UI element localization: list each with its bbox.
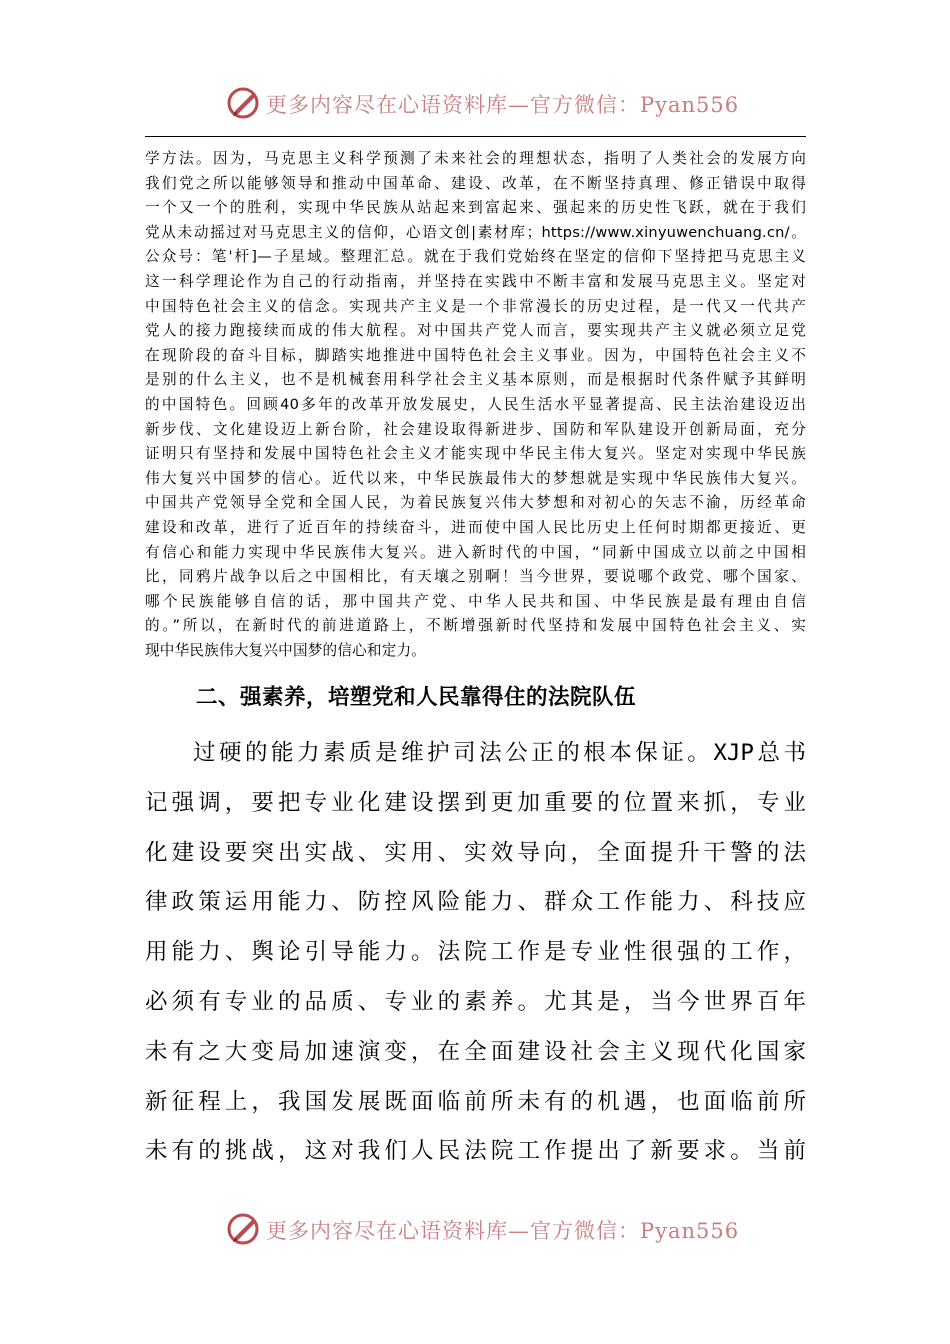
text-line: 的中国特色。回顾40多年的改革开放发展史，人民生活水平显著提高、民主法治建设迈出 [145,395,806,413]
text-line: 在现阶段的奋斗目标，脚踏实地推进中国特色社会主义事业。因为，中国特色社会主义不 [145,346,806,364]
header-banner [0,84,950,124]
text-line: 的。”所以，在新时代的前进道路上，不断增强新时代坚持和发展中国特色社会主义、实 [145,617,806,635]
header-divider [145,136,806,137]
text-line: 过硬的能力素质是维护司法公正的根本保证。XJP总书 [193,740,806,766]
text-line: 我们党之所以能够领导和推动中国革命、建设、改革，在不断坚持真理、修正错误中取得 [145,174,806,192]
text-line: 公众号：笔'杆]—子星域。整理汇总。就在于我们党始终在坚定的信仰下坚持把马克思主义 [145,248,806,266]
text-line: 哪个民族能够自信的话，那中国共产党、中华人民共和国、中华民族是最有理由自信 [145,592,806,610]
text-line: 中国共产党领导全党和全国人民，为着民族复兴伟大梦想和对初心的矢志不渝，历经革命 [145,494,806,512]
text-line: 必须有专业的品质、专业的素养。尤其是，当今世界百年 [145,988,806,1015]
pen-circle-logo-icon [226,1210,262,1246]
footer-banner [0,1210,950,1250]
text-line: 中国特色社会主义的信念。实现共产主义是一个非常漫长的历史过程，是一代又一代共产 [145,297,806,315]
text-line: 化建设要突出实战、实用、实效导向，全面提升干警的法 [145,839,806,866]
text-line: 是别的什么主义，也不是机械套用科学社会主义基本原则，而是根据时代条件赋予其鲜明 [145,371,806,389]
section-heading: 二、强素养，培塑党和人民靠得住的法院队伍 [196,685,637,710]
text-line: 一个又一个的胜利，实现中华民族从站起来到富起来、强起来的历史性飞跃，就在于我们 [145,199,806,217]
text-line: 现中华民族伟大复兴中国梦的信心和定力。 [145,641,427,659]
text-line: 律政策运用能力、防控风险能力、群众工作能力、科技应 [145,889,806,916]
text-line: 记强调，要把专业化建设摆到更加重要的位置来抓，专业 [145,789,806,816]
text-line: 比，同鸦片战争以后之中国相比，有天壤之别啊！当今世界，要说哪个政党、哪个国家、 [145,568,806,586]
text-line: 建设和改革，进行了近百年的持续奋斗，进而使中国人民比历史上任何时期都更接近、更 [145,518,806,536]
text-line: 用能力、舆论引导能力。法院工作是专业性很强的工作， [145,939,806,966]
text-line: 证明只有坚持和发展中国特色社会主义才能实现中华民主伟大复兴。坚定对实现中华民族 [145,445,806,463]
text-line: 新步伐、文化建设迈上新台阶，社会建设取得新进步、国防和军队建设开创新局面，充分 [145,420,806,438]
text-line: 党从未动摇过对马克思主义的信仰，心语文创|素材库；https://www.xinyuwenchuang.cn/。 [145,223,806,241]
text-line: 有信心和能力实现中华民族伟大复兴。进入新时代的中国，“同新中国成立以前之中国相 [145,543,806,561]
text-line: 伟大复兴中国梦的信心。近代以来，中华民族最伟大的梦想就是实现中华民族伟大复兴。 [145,469,806,487]
pen-circle-logo-icon [226,84,262,120]
text-line: 这一科学理论作为自己的行动指南，并坚持在实践中不断丰富和发展马克思主义。坚定对 [145,272,806,290]
banner-text: 更多内容尽在心语资料库—官方微信：Pyan556 [266,93,740,117]
text-line: 未有之大变局加速演变，在全面建设社会主义现代化国家 [145,1038,806,1065]
text-line: 新征程上，我国发展既面临前所未有的机遇，也面临前所 [145,1088,806,1115]
paragraph-large [145,729,806,1177]
text-line: 学方法。因为，马克思主义科学预测了未来社会的理想状态，指明了人类社会的发展方向 [145,150,806,167]
text-line: 党人的接力跑接续而成的伟大航程。对中国共产党人而言，要实现共产主义就必须立足党 [145,322,806,340]
paragraph-small [145,147,806,663]
banner-text: 更多内容尽在心语资料库—官方微信：Pyan556 [266,1219,740,1243]
text-line: 未有的挑战，这对我们人民法院工作提出了新要求。当前 [145,1138,806,1165]
